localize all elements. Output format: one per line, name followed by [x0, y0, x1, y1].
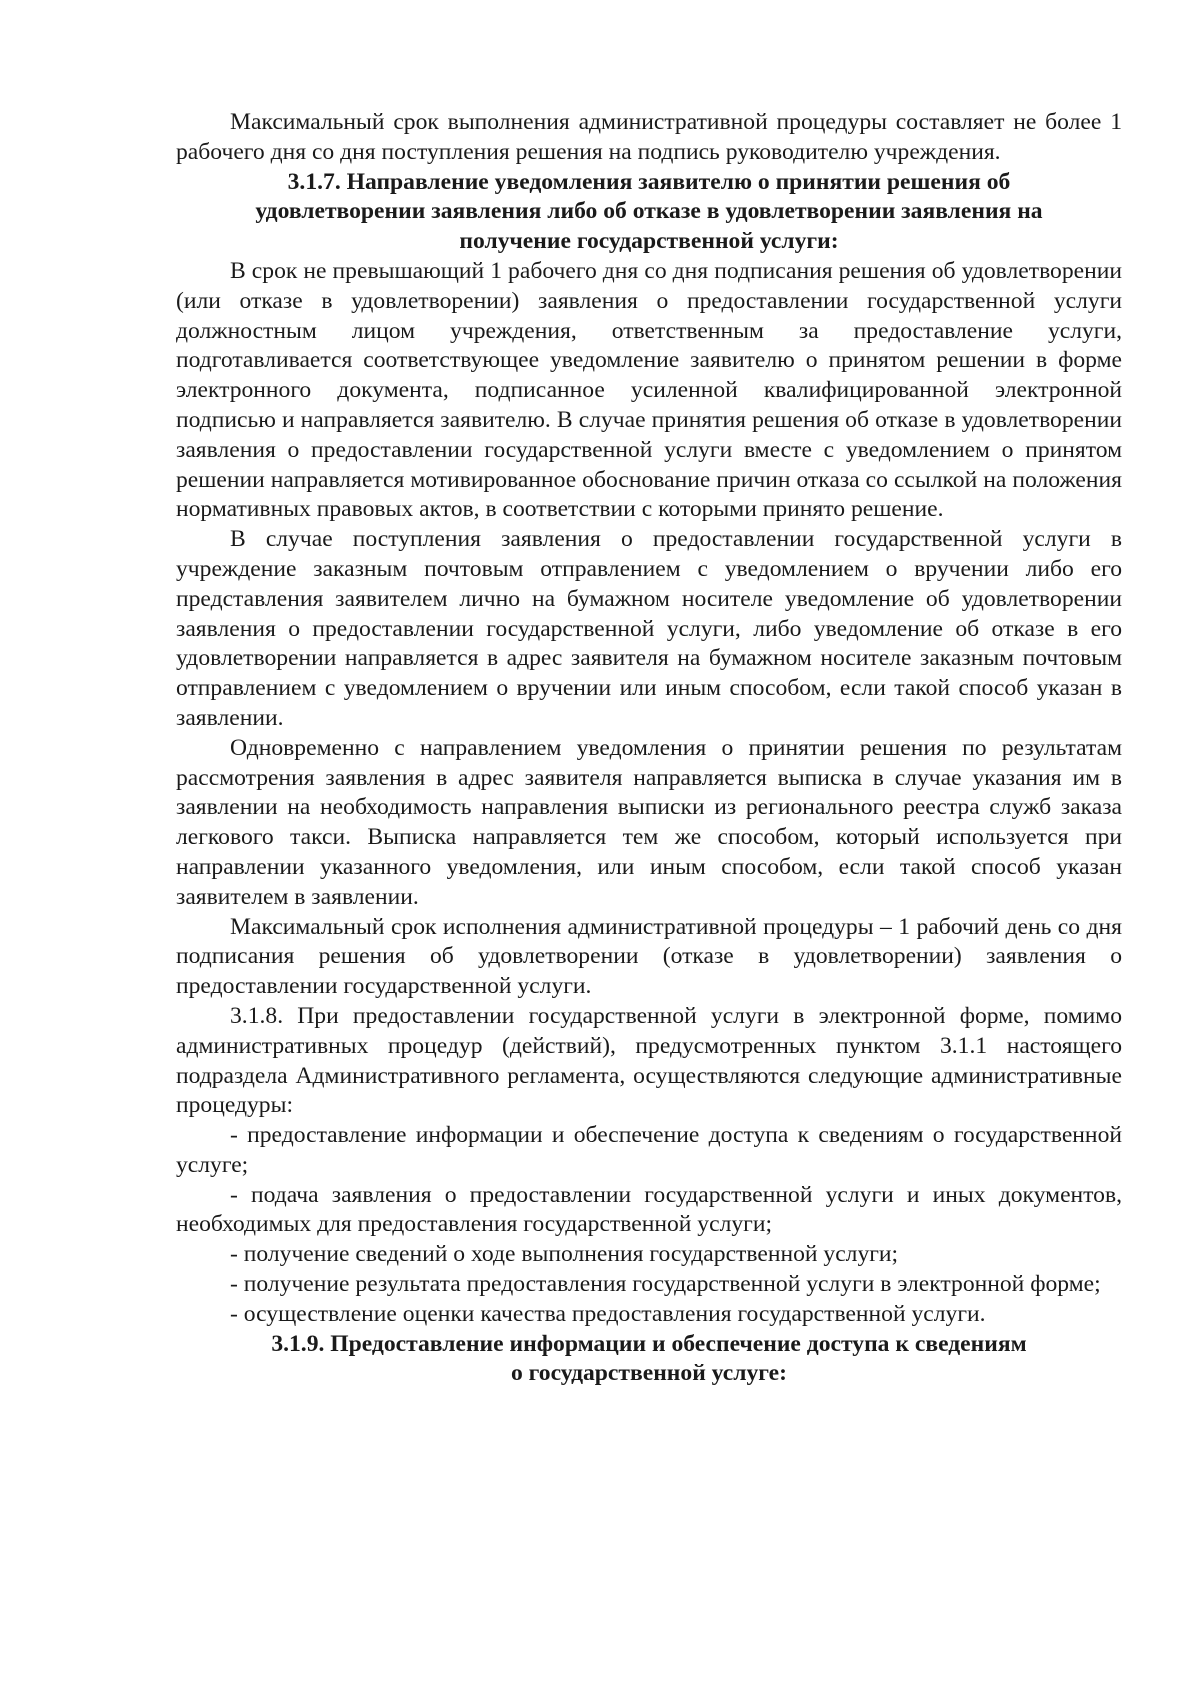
paragraph-max-term: Максимальный срок исполнения административной процедуры – 1 рабочий день со дня подписания решения об удовлетворении (отказе в удовлетворении) заявления о предоставлении государственной услуги.: [176, 913, 1122, 1000]
list-item: - предоставление информации и обеспечение доступа к сведениям о государственной услуге;: [176, 1122, 1122, 1178]
paragraph-registry-extract: Одновременно с направлением уведомления о принятии решения по результатам рассмотрения заявления в адрес заявителя направляется выписка в случае указания им в заявлении на необходимость направления выписки из регионального реестра служб заказа легкового такси. Выписка направляется тем же способом, который используется при направлении указанного уведомления, или иным способом, если такой способ указан заявителем в заявлении.: [176, 734, 1122, 910]
paragraph-notification-deadline: В срок не превышающий 1 рабочего дня со дня подписания решения об удовлетворении (или отказе в удовлетворении) заявления о предоставлении государственной услуги должностным лицом учреждения, ответственным за предоставление услуги, подготавливается соответствующее уведомление заявителю о принятом решении в форме электронного документа, подписанное усиленной квалифицированной электронной подписью и направляется заявителю. В случае принятия решения об отказе в удовлетворении заявления о предоставлении государственной услуги вместе с уведомлением о принятом решении направляется мотивированное обоснование причин отказа со ссылкой на положения нормативных правовых актов, в соответствии с которыми принято решение.: [176, 257, 1122, 523]
heading-line: о государственной услуге:: [510, 1360, 787, 1387]
section-heading-3-1-7: [176, 168, 1122, 257]
heading-line: получение государственной услуги:: [459, 228, 839, 255]
heading-line: 3.1.7. Направление уведомления заявителю о принятии решения об: [287, 168, 1011, 195]
paragraph-3-1-8: 3.1.8. При предоставлении государственной услуги в электронной форме, помимо административных процедур (действий), предусмотренных пунктом 3.1.1 настоящего подраздела Административного регламента, осуществляются следующие административные процедуры:: [176, 1002, 1122, 1119]
document-body: [176, 108, 1122, 1389]
list-item: - получение результата предоставления государственной услуги в электронной форме;: [230, 1271, 1101, 1298]
intro-paragraph: Максимальный срок выполнения административной процедуры составляет не более 1 рабочего дня со дня поступления решения на подпись руководителю учреждения.: [176, 109, 1122, 165]
heading-line: 3.1.9. Предоставление информации и обеспечение доступа к сведениям: [271, 1330, 1027, 1357]
section-heading-3-1-9: [176, 1330, 1122, 1390]
list-item: - осуществление оценки качества предоставления государственной услуги.: [230, 1300, 986, 1327]
list-item: - подача заявления о предоставлении государственной услуги и иных документов, необходимых для предоставления государственной услуги;: [176, 1181, 1122, 1238]
list-item: - получение сведений о ходе выполнения государственной услуги;: [230, 1241, 899, 1268]
heading-line: удовлетворении заявления либо об отказе в удовлетворении заявления на: [255, 198, 1043, 225]
paragraph-postal-notification: В случае поступления заявления о предоставлении государственной услуги в учреждение заказным почтовым отправлением с уведомлением о вручении либо его представления заявителем лично на бумажном носителе уведомление об удовлетворении заявления о предоставлении государственной услуги, либо уведомление об отказе в его удовлетворении направляется в адрес заявителя на бумажном носителе заказным почтовым отправлением с уведомлением о вручении или иным способом, если такой способ указан в заявлении.: [176, 526, 1122, 731]
